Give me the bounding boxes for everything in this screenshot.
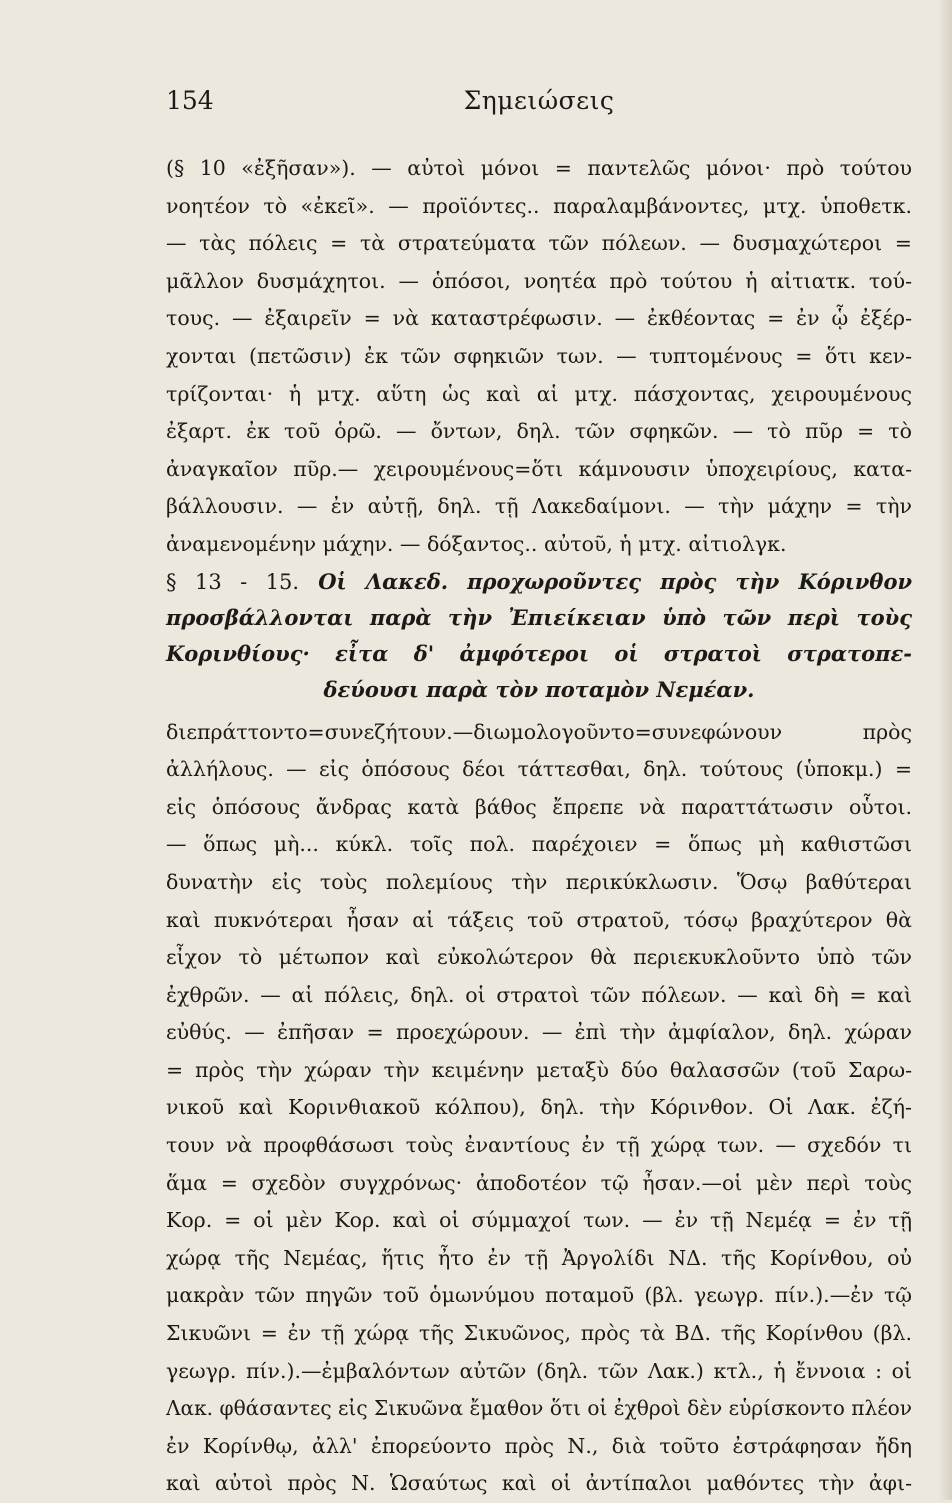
text-line: Λακ. φθάσαντες εἰς Σικυῶνα ἔμαθον ὅτι οἱ ἐχθροὶ δὲν εὑρίσκοντο πλέον	[166, 1396, 912, 1421]
text-line: χονται (πετῶσιν) ἐκ τῶν σφηκιῶν των. — τυπτομένους = ὅτι κεν-	[166, 343, 912, 368]
text-line: χώρᾳ τῆς Νεμέας, ἥτις ἦτο ἐν τῇ Ἀργολίδι ΝΔ. τῆς Κορίνθου, οὐ	[166, 1245, 912, 1270]
text-line: διεπράττοντο=συνεζήτουν.—διωμολογοῦντο=συνεφώνουν πρὸς	[166, 719, 912, 744]
text-line: καὶ πυκνότεραι ἦσαν αἱ τάξεις τοῦ στρατοῦ, τόσῳ βραχύτερον θὰ	[166, 907, 912, 932]
text-line: εἶχον τὸ μέτωπον καὶ εὐκολώτερον θὰ περιεκυκλοῦντο ὑπὸ τῶν	[166, 945, 912, 970]
text-line: ἀναμενομένην μάχην. — δόξαντος.. αὐτοῦ, ἡ μτχ. αἰτιολγκ.	[166, 531, 787, 556]
notes-block-1	[166, 150, 912, 564]
page-text	[166, 150, 912, 1503]
text-line: βάλλουσιν. — ἐν αὐτῇ, δηλ. τῇ Λακεδαίμονι. — τὴν μάχην = τὴν	[166, 494, 912, 519]
notes-block-2	[166, 714, 912, 1503]
text-line: νικοῦ καὶ Κορινθιακοῦ κόλπου), δηλ. τὴν Κόρινθον. Οἱ Λακ. ἐζή-	[166, 1095, 912, 1120]
text-line: νοητέον τὸ «ἐκεῖ». — προϊόντες.. παραλαμβάνοντες, μτχ. ὑποθετκ.	[166, 193, 912, 218]
section-heading-line-1	[166, 564, 912, 600]
text-line: δυνατὴν εἰς τοὺς πολεμίους τὴν περικύκλωσιν. Ὅσῳ βαθύτεραι	[166, 869, 912, 894]
text-line: τουν νὰ προφθάσωσι τοὺς ἐναντίους ἐν τῇ χώρᾳ των. — σχεδόν τι	[166, 1133, 912, 1158]
text-line: εὐθύς. — ἐπῆσαν = προεχώρουν. — ἐπὶ τὴν ἀμφίαλον, δηλ. χώραν	[166, 1020, 912, 1045]
text-line: καὶ αὐτοὶ πρὸς Ν. Ὡσαύτως καὶ οἱ ἀντίπαλοι μαθόντες τὴν ἀφι-	[166, 1471, 912, 1496]
text-line: Κορ. = οἱ μὲν Κορ. καὶ οἱ σύμμαχοί των. — ἐν τῇ Νεμέᾳ = ἐν τῇ	[166, 1208, 912, 1233]
text-line: ἀναγκαῖον πῦρ.— χειρουμένους=ὅτι κάμνουσιν ὑποχειρίους, κατα-	[166, 456, 912, 481]
running-head: Σημειώσεις	[463, 86, 615, 115]
text-line: γεωγρ. πίν.).—ἐμβαλόντων αὐτῶν (δηλ. τῶν Λακ.) κτλ., ἡ ἔννοια : οἱ	[166, 1358, 912, 1383]
text-line: ἐν Κορίνθῳ, ἀλλ' ἐπορεύοντο πρὸς Ν., διὰ τοῦτο ἐστράφησαν ἤδη	[166, 1433, 912, 1458]
text-line: — ὅπως μὴ... κύκλ. τοῖς πολ. παρέχοιεν = ὅπως μὴ καθιστῶσι	[166, 832, 912, 857]
text-line: ἐχθρῶν. — αἱ πόλεις, δηλ. οἱ στρατοὶ τῶν πόλεων. — καὶ δὴ = καὶ	[166, 982, 912, 1007]
text-line: τρίζονται· ἡ μτχ. αὕτη ὡς καὶ αἱ μτχ. πάσχοντας, χειρουμένους	[166, 381, 912, 406]
section-heading-text: Οἱ Λακεδ. προχωροῦντες πρὸς τὴν Κόρινθον	[318, 568, 913, 594]
text-line: ἐξαρτ. ἐκ τοῦ ὁρῶ. — ὄντων, δηλ. τῶν σφηκῶν. — τὸ πῦρ = τὸ	[166, 419, 912, 444]
text-line: Σικυῶνι = ἐν τῇ χώρᾳ τῆς Σικυῶνος, πρὸς τὰ ΒΔ. τῆς Κορίνθου (βλ.	[166, 1321, 912, 1346]
text-line: τους. — ἐξαιρεῖν = νὰ καταστρέφωσιν. — ἐκθέοντας = ἐν ᾧ ἐξέρ-	[166, 306, 912, 331]
text-line: ἅμα = σχεδὸν συγχρόνως· ἀποδοτέον τῷ ἦσαν.—οἱ μὲν περὶ τοὺς	[166, 1170, 912, 1195]
section-heading	[166, 564, 912, 708]
text-line: μακρὰν τῶν πηγῶν τοῦ ὁμωνύμου ποταμοῦ (βλ. γεωγρ. πίν.).—ἐν τῷ	[166, 1283, 912, 1308]
section-heading-line-4: δεύουσι παρὰ τὸν ποταμὸν Νεμέαν.	[323, 676, 755, 702]
text-line: ἀλλήλους. — εἰς ὁπόσους δέοι τάττεσθαι, δηλ. τούτους (ὑποκμ.) =	[166, 757, 912, 782]
text-line: εἰς ὁπόσους ἄνδρας κατὰ βάθος ἔπρεπε νὰ παραττάτωσιν οὗτοι.	[166, 794, 912, 819]
text-line: — τὰς πόλεις = τὰ στρατεύματα τῶν πόλεων. — δυσμαχώτεροι =	[166, 231, 912, 256]
section-heading-line-2: προσβάλλονται παρὰ τὴν Ἐπιείκειαν ὑπὸ τῶν περὶ τοὺς	[166, 604, 912, 630]
page-number: 154	[166, 86, 214, 115]
section-heading-line-3: Κορινθίους· εἶτα δ' ἀμφότεροι οἱ στρατοὶ στρατοπε-	[166, 640, 912, 666]
text-line: = πρὸς τὴν χώραν τὴν κειμένην μεταξὺ δύο θαλασσῶν (τοῦ Σαρω-	[166, 1057, 912, 1082]
text-line: μᾶλλον δυσμάχητοι. — ὁπόσοι, νοητέα πρὸ τούτου ἡ αἰτιατκ. τού-	[166, 268, 912, 293]
text-line: (§ 10 «ἐξῆσαν»). — αὐτοὶ μόνοι = παντελῶς μόνοι· πρὸ τούτου	[166, 156, 912, 180]
page-header	[166, 86, 912, 122]
section-number: § 13 - 15.	[166, 569, 300, 594]
